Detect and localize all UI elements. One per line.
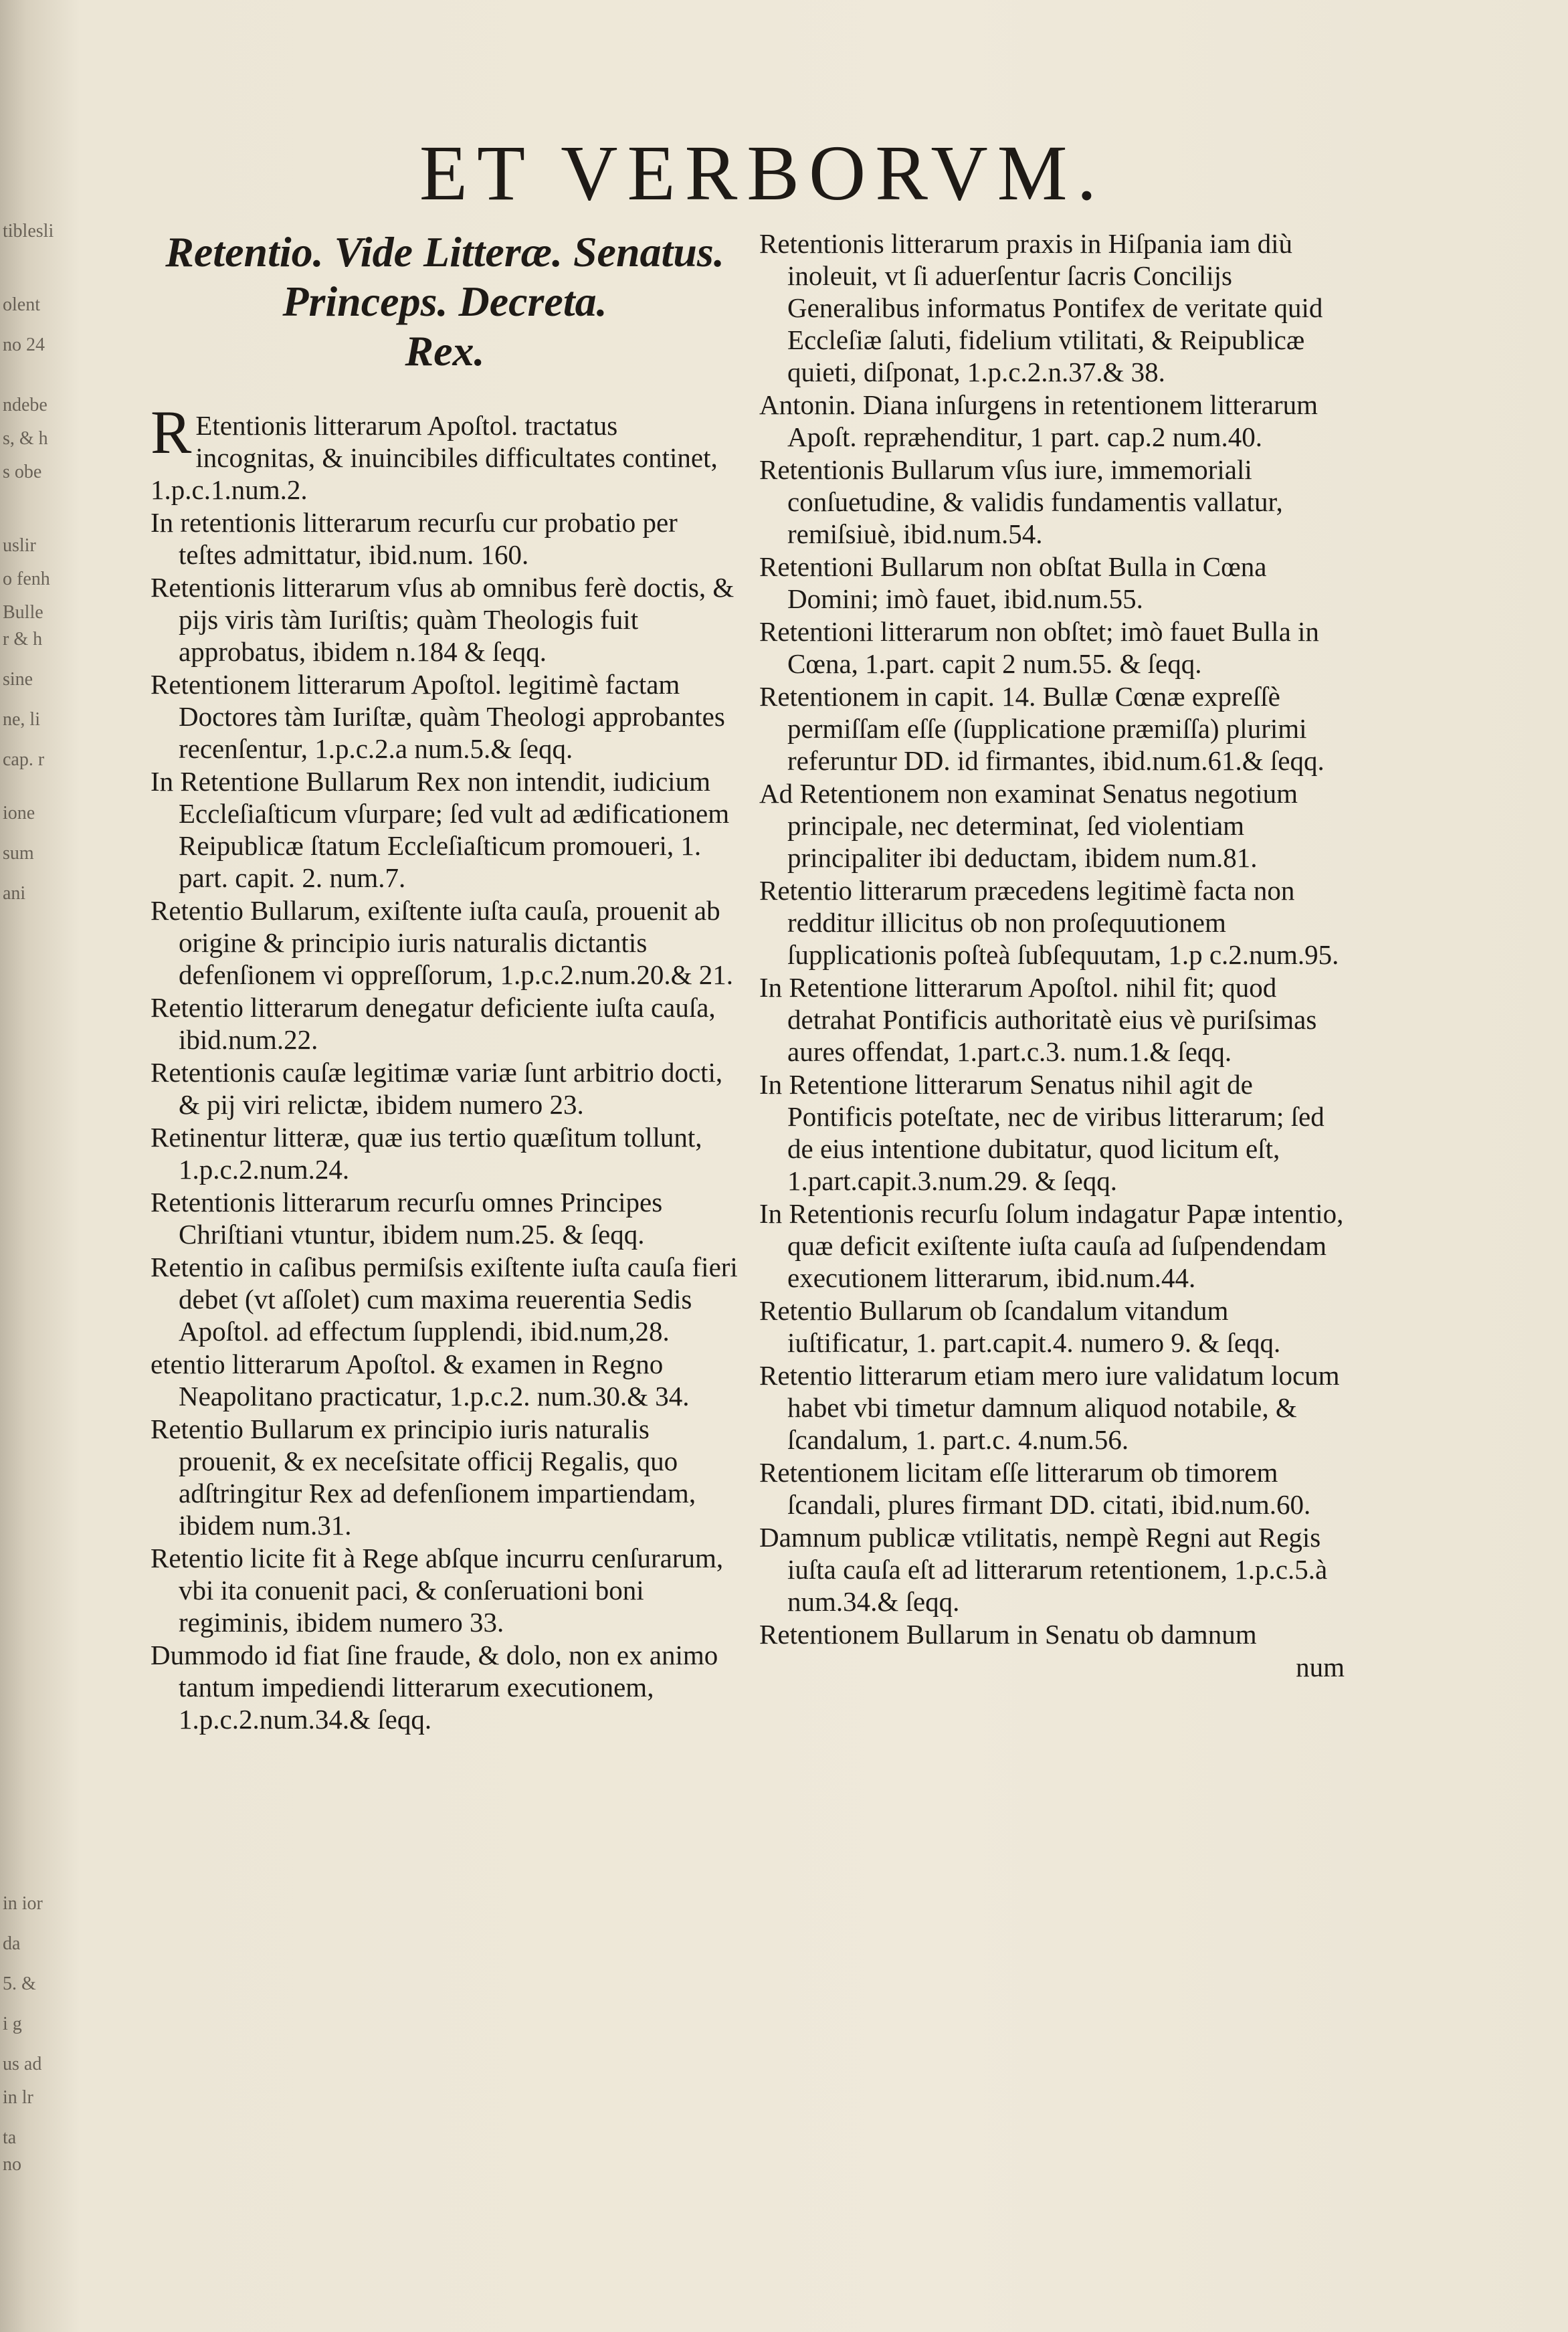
- index-entry: Retentionem Bullarum in Senatu ob damnum: [759, 1619, 1257, 1650]
- catchword: num: [1296, 1652, 1345, 1682]
- index-entry: In retentionis litterarum recurſu cur probatio per teſtes admittatur, ibid.num. 160.: [151, 507, 678, 570]
- index-entry: Retentio litterarum præcedens legitimè facta non redditur illicitus ob non proſequutionem ſupplicationis poſteà ſubſequutam, 1.p c.2.num.95.: [759, 875, 1339, 970]
- index-entry: In Retentione litterarum Senatus nihil agit de Pontificis poteſtate, nec de viribus litterarum; ſed de eius intentione dubitatur, quod licitum eſt, 1.part.capit.3.num.29. & ſeqq.: [759, 1069, 1325, 1196]
- gutter-fragment: uslir: [3, 535, 36, 556]
- gutter-fragment: olent: [3, 294, 40, 315]
- right-column: [759, 227, 1345, 1683]
- index-entry: Retentionis litterarum praxis in Hiſpania iam diù inoleuit, vt ſi aduerſentur ſacris Concilijs Generalibus informatus Pontifex de veritate quid Eccleſiæ ſaluti, fidelium vtilitati, & Reipublicæ quieti, diſponat, 1.p.c.2.n.37.& 38.: [759, 228, 1323, 387]
- gutter-fragment: o fenh: [3, 569, 50, 589]
- index-entry: Damnum publicæ vtilitatis, nempè Regni aut Regis iuſta cauſa eſt ad litterarum retentionem, 1.p.c.5.à num.34.& ſeqq.: [759, 1522, 1328, 1617]
- gutter-fragment: in ior: [3, 1893, 43, 1914]
- index-entry: Dummodo id fiat ſine fraude, & dolo, non ex animo tantum impediendi litterarum executionem, 1.p.c.2.num.34.& ſeqq.: [151, 1640, 718, 1735]
- gutter-fragment: us ad: [3, 2054, 42, 2074]
- index-entry: Retentioni litterarum non obſtet; imò fauet Bulla in Cœna, 1.part. capit 2 num.55. & ſeqq.: [759, 616, 1319, 679]
- index-entry: Retentio Bullarum, exiſtente iuſta cauſa, prouenit ab origine & principio iuris naturalis dictantis defenſionem vi oppreſſorum, 1.p.c.2.num.20.& 21.: [151, 895, 733, 990]
- drop-capital: R: [151, 398, 192, 466]
- index-entry: etentio litterarum Apoſtol. & examen in Regno Neapolitano practicatur, 1.p.c.2. num.30.& 34.: [151, 1349, 690, 1412]
- gutter-fragment: 5. &: [3, 1973, 36, 1994]
- gutter-fragment: no 24: [3, 334, 45, 355]
- gutter-fragment: s, & h: [3, 428, 48, 449]
- index-entry: Retentio in caſibus permiſsis exiſtente iuſta cauſa fieri debet (vt aſſolet) cum maxima reuerentia Sedis Apoſtol. ad effectum ſupplendi, ibid.num,28.: [151, 1252, 738, 1347]
- left-column: [151, 227, 739, 1736]
- gutter-fragment: cap. r: [3, 749, 45, 770]
- index-entry: Antonin. Diana inſurgens in retentionem litterarum Apoſt. repræhenditur, 1 part. cap.2 num.40.: [759, 389, 1318, 452]
- index-entry: In Retentione litterarum Apoſtol. nihil fit; quod detrahat Pontificis authoritatè eius vè puriſsimas aures offendat, 1.part.c.3. num.1.& ſeqq.: [759, 972, 1317, 1067]
- index-entry: Retentionis litterarum recurſu omnes Principes Chriſtiani vtuntur, ibidem num.25. & ſeqq.: [151, 1187, 663, 1250]
- index-entry: Retentio Bullarum ob ſcandalum vitandum iuſtificatur, 1. part.capit.4. numero 9. & ſeqq.: [759, 1295, 1281, 1358]
- index-entry: Retentionem licitam eſſe litterarum ob timorem ſcandali, plures firmant DD. citati, ibid.num.60.: [759, 1457, 1311, 1520]
- gutter-fragment: i g: [3, 2014, 22, 2034]
- gutter-fragment: no: [3, 2154, 21, 2175]
- index-entry: Retentio Bullarum ex principio iuris naturalis prouenit, & ex neceſsitate officij Regalis, quo adſtringitur Rex ad defenſionem impartiendam, ibidem num.31.: [151, 1414, 696, 1541]
- gutter-fragment: ne, li: [3, 709, 40, 730]
- index-entry: Retentioni Bullarum non obſtat Bulla in Cœna Domini; imò fauet, ibid.num.55.: [759, 551, 1267, 614]
- gutter-fragment: s obe: [3, 462, 42, 482]
- index-entry: Retentionis litterarum vſus ab omnibus ferè doctis, & pijs viris tàm Iuriſtis; quàm Theologis fuit approbatus, ibidem n.184 & ſeqq.: [151, 572, 734, 667]
- index-entry: Retentionem in capit. 14. Bullæ Cœnæ expreſſè permiſſam eſſe (ſupplicatione præmiſſa) plurimi referuntur DD. id firmantes, ibid.num.61.& ſeqq.: [759, 681, 1325, 776]
- index-entry: Retentionis cauſæ legitimæ variæ ſunt arbitrio docti, & pij viri relictæ, ibidem numero 23.: [151, 1057, 723, 1120]
- gutter-fragment: da: [3, 1933, 21, 1954]
- section-title-line-3: Rex.: [405, 327, 485, 375]
- section-title-line-2: Princeps. Decreta.: [282, 278, 607, 325]
- index-entry-first: R Etentionis litterarum Apoſtol. tractatus incognitas, & inuincibiles difficultates continet, 1.p.c.1.num.2.: [151, 398, 718, 505]
- gutter-fragment: ta: [3, 2127, 17, 2148]
- section-title-line-1: Retentio. Vide Litteræ. Senatus.: [165, 228, 724, 276]
- index-entry: In Retentione Bullarum Rex non intendit, iudicium Eccleſiaſticum vſurpare; ſed vult ad ædificationem Reipublicæ ſtatum Eccleſiaſticum promoueri, 1. part. capit. 2. num.7.: [151, 766, 730, 893]
- index-entry: Retentio litterarum etiam mero iure validatum locum habet vbi timetur damnum aliquod notabile, & ſcandalum, 1. part.c. 4.num.56.: [759, 1360, 1340, 1455]
- gutter-fragment: Bulle: [3, 602, 43, 623]
- gutter-fragment: ndebe: [3, 395, 47, 415]
- gutter-fragment: in lr: [3, 2087, 33, 2108]
- running-header: ET VERBORVM.: [419, 129, 1106, 217]
- gutter-fragment: r & h: [3, 629, 43, 650]
- index-entry: Retentio litterarum denegatur deficiente iuſta cauſa, ibid.num.22.: [151, 992, 716, 1055]
- gutter-fragment: ani: [3, 883, 26, 904]
- catchword-row: [759, 1651, 1345, 1683]
- gutter-fragment: sum: [3, 843, 34, 864]
- gutter-fragment: sine: [3, 669, 33, 690]
- index-entry: In Retentionis recurſu ſolum indagatur Papæ intentio, quæ deficit exiſtente iuſta cauſa ad ſuſpendendam executionem litterarum, ibid.num.44.: [759, 1198, 1344, 1293]
- index-entry: Retinentur litteræ, quæ ius tertio quæſitum tollunt, 1.p.c.2.num.24.: [151, 1122, 702, 1185]
- index-entry: Ad Retentionem non examinat Senatus negotium principale, nec determinat, ſed violentiam principaliter ibi deductam, ibidem num.81.: [759, 778, 1298, 873]
- index-entry: Retentionem litterarum Apoſtol. legitimè factam Doctores tàm Iuriſtæ, quàm Theologi approbantes recenſentur, 1.p.c.2.a num.5.& ſeqq.: [151, 669, 725, 764]
- index-entry: Retentionis Bullarum vſus iure, immemoriali conſuetudine, & validis fundamentis vallatur, remiſsiuè, ibid.num.54.: [759, 454, 1283, 549]
- index-entry: Retentio licite fit à Rege abſque incurru cenſurarum, vbi ita conuenit paci, & conſeruationi boni regiminis, ibidem numero 33.: [151, 1543, 724, 1638]
- gutter-fragment: tiblesli: [3, 221, 54, 241]
- gutter-fragment: ione: [3, 803, 35, 823]
- section-title: [151, 227, 739, 376]
- gutter-bleedthrough-text: [0, 0, 80, 2332]
